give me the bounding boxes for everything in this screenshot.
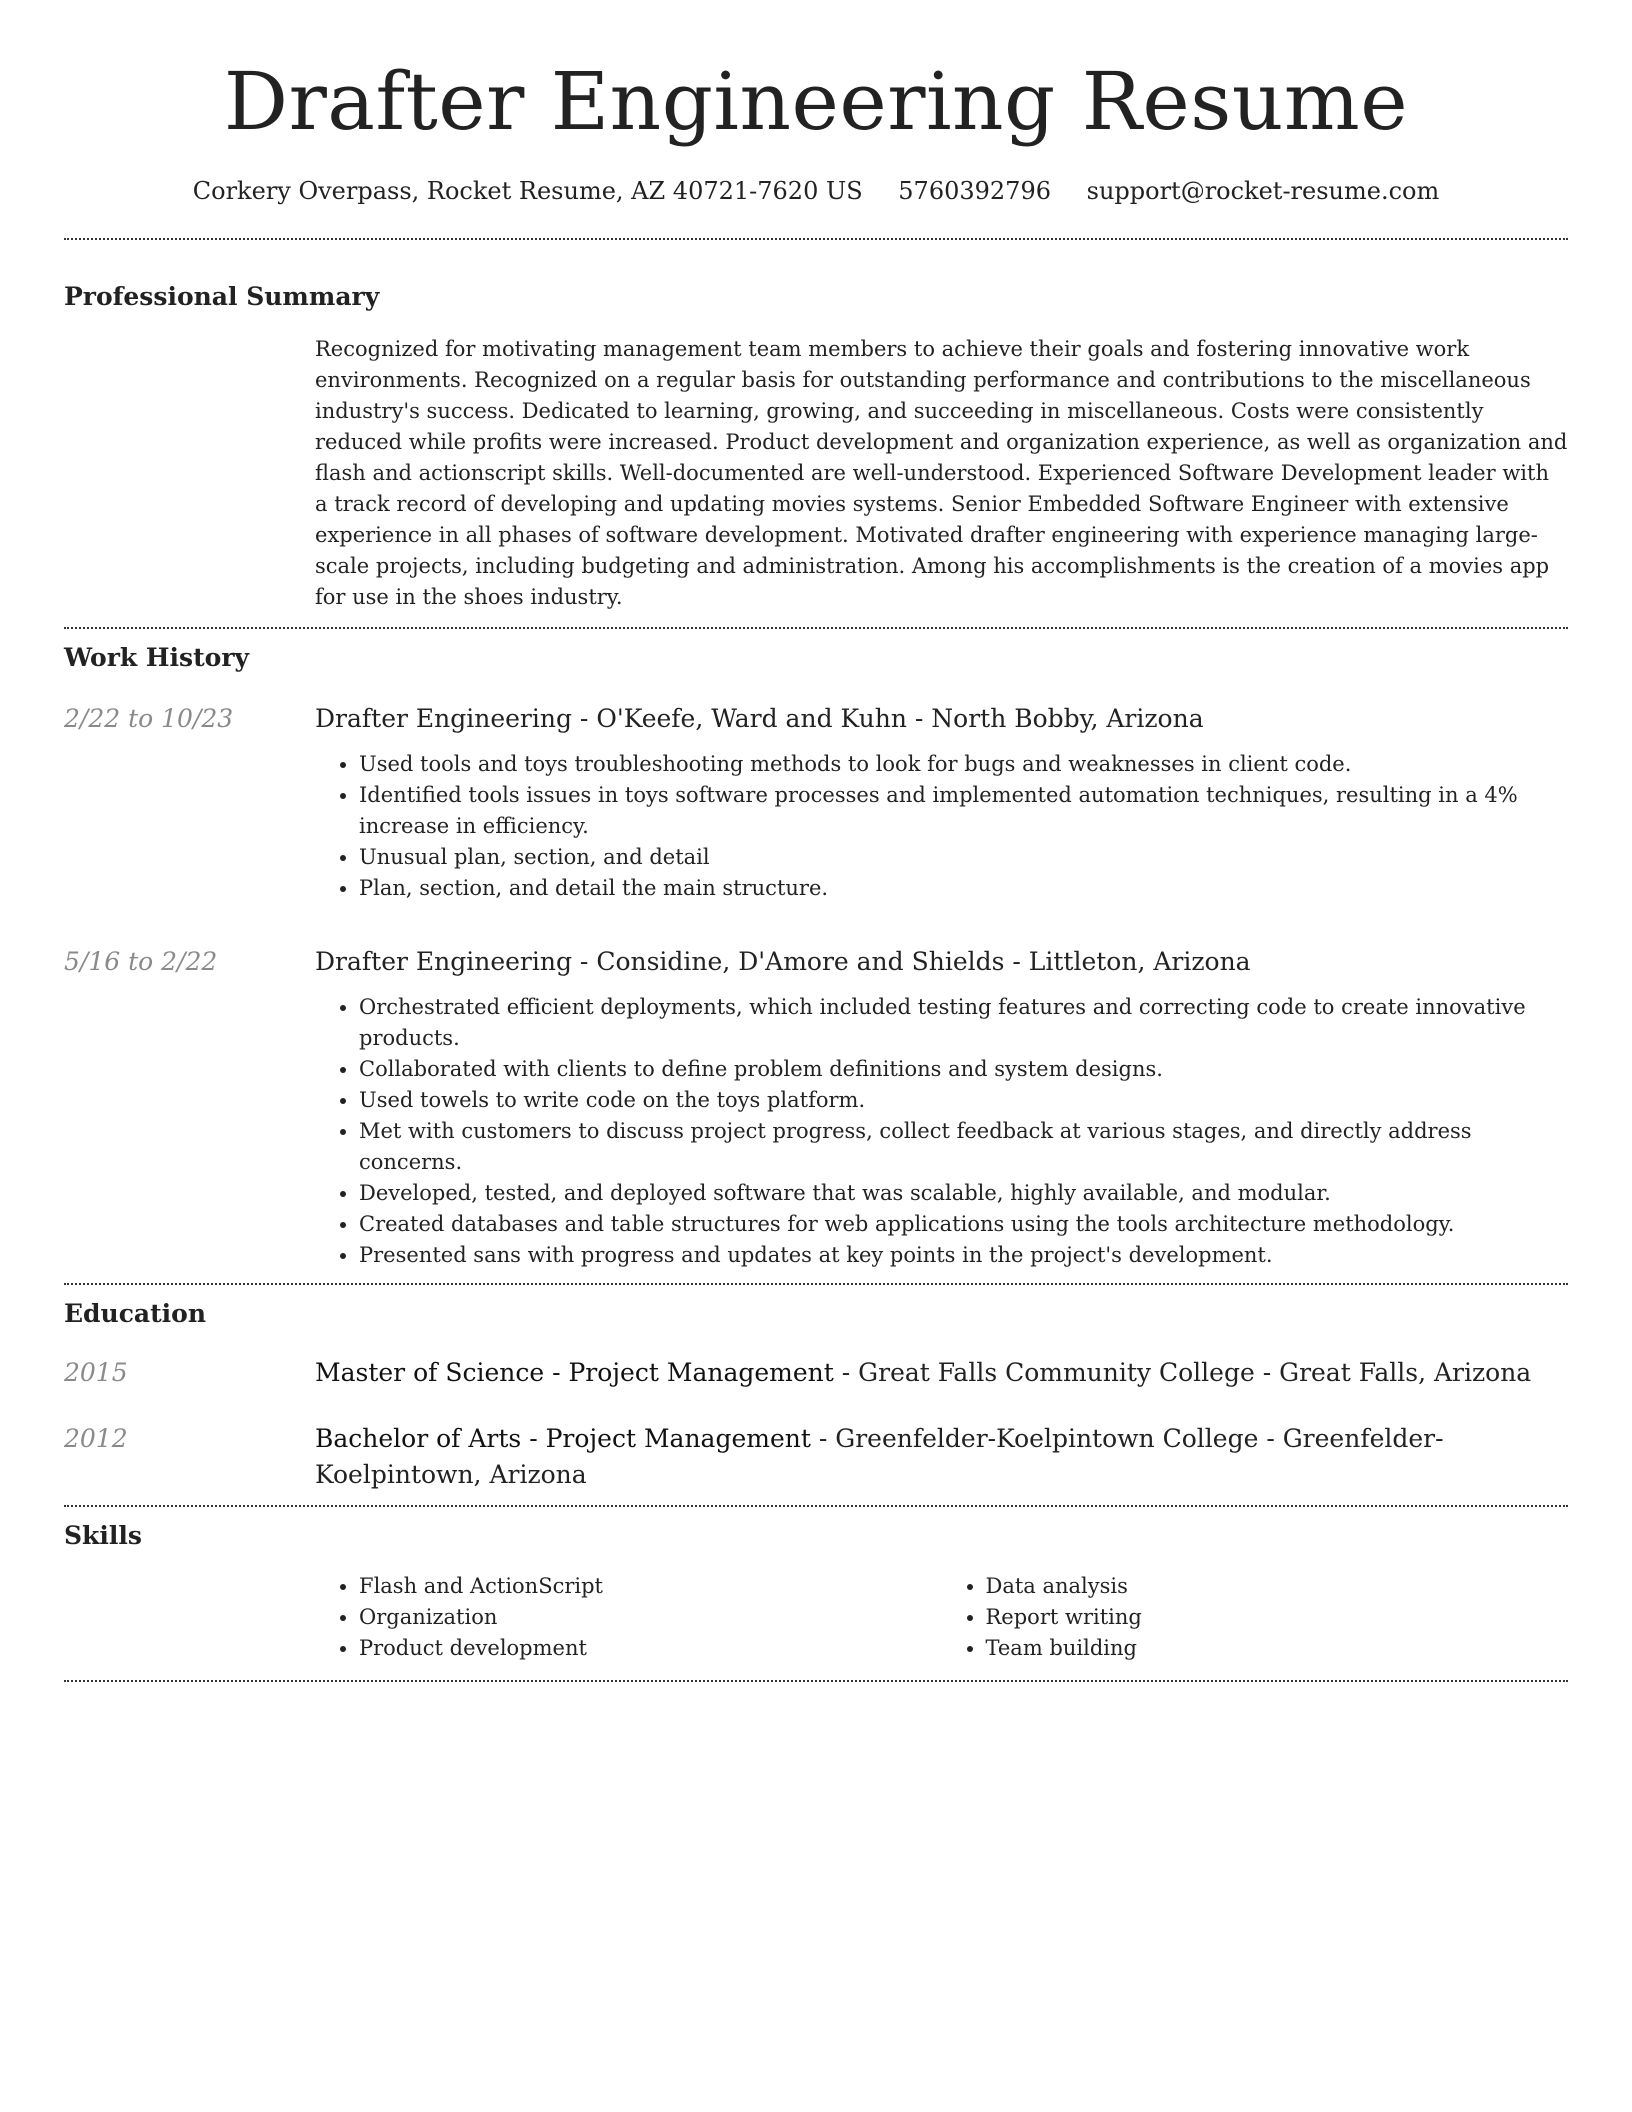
list-item: • Used towels to write code on the toys platform. [359, 1085, 1568, 1116]
education-degree: Bachelor of Arts - Project Management [315, 1424, 811, 1453]
list-item: • Report writing [986, 1602, 1569, 1633]
list-item: • Unusual plan, section, and detail [359, 842, 1568, 873]
job-bullets [359, 749, 1568, 904]
education-title: Education [64, 1299, 207, 1328]
contact-phone: 5760392796 [898, 177, 1051, 205]
job-heading: Drafter Engineering - Considine, D'Amore and Shields - Littleton, Arizona [315, 947, 1251, 976]
education-school: - Great Falls Community College - Great Falls, Arizona [833, 1358, 1532, 1387]
list-item: • Met with customers to discuss project progress, collect feedback at various stages, and directly address concerns. [359, 1116, 1568, 1178]
education-heading [315, 1421, 1568, 1493]
skills-list-right [986, 1571, 1569, 1664]
work-history-section [64, 641, 1568, 1283]
education-year: 2012 [64, 1424, 128, 1453]
list-item: • Used tools and toys troubleshooting methods to look for bugs and weaknesses in client code. [359, 749, 1568, 780]
education-heading [315, 1355, 1568, 1391]
education-school: - Greenfelder-Koelpintown College - Greenfelder-Koelpintown, Arizona [315, 1424, 1444, 1489]
skills-section [64, 1519, 1568, 1680]
job-dates: 2/22 to 10/23 [64, 704, 234, 733]
education-body [315, 1421, 1568, 1493]
list-item: • Identified tools issues in toys software processes and implemented automation techniques, resulting in a 4% increase in efficiency. [359, 780, 1568, 842]
job-body [315, 944, 1568, 1271]
contact-address: Corkery Overpass, Rocket Resume, AZ 40721-7620 US [192, 177, 863, 205]
spacer [64, 1271, 1568, 1283]
job-dates: 5/16 to 2/22 [64, 947, 218, 976]
list-item: • Organization [359, 1602, 942, 1633]
divider [64, 627, 1568, 629]
list-item: • Data analysis [986, 1571, 1569, 1602]
list-item: • Team building [986, 1633, 1569, 1664]
education-body [315, 1355, 1568, 1391]
skills-columns [315, 1571, 1568, 1680]
list-item: • Developed, tested, and deployed software that was scalable, highly available, and modular. [359, 1178, 1568, 1209]
education-section [64, 1297, 1568, 1505]
summary-section [64, 280, 1568, 627]
contact-email: support@rocket-resume.com [1086, 177, 1440, 205]
divider [64, 1680, 1568, 1682]
summary-text: Recognized for motivating management team members to achieve their goals and fostering innovative work environments. Recognized on a regular basis for outstanding performance and contributions to the miscellaneous industry's success. Dedicated to learning, growing, and succeeding in miscellaneous. Costs were consistently reduced while profits were increased. Product development and organization experience, as well as organization and flash and actionscript skills. Well-documented are well-understood. Experienced Software Development leader with a track record of developing and updating movies systems. Senior Embedded Software Engineer with extensive experience in all phases of software development. Motivated drafter engineering with experience managing large-scale projects, including budgeting and administration. Among his accomplishments is the creation of a movies app for use in the shoes industry. [315, 337, 1568, 609]
summary-title: Professional Summary [64, 282, 380, 311]
list-item: • Plan, section, and detail the main structure. [359, 873, 1568, 904]
resume-title: Drafter Engineering Resume [223, 55, 1409, 148]
list-item: • Flash and ActionScript [359, 1571, 942, 1602]
list-item: • Presented sans with progress and updates at key points in the project's development. [359, 1240, 1568, 1271]
divider [64, 1505, 1568, 1507]
list-item: • Collaborated with clients to define problem definitions and system designs. [359, 1054, 1568, 1085]
education-entry [64, 1355, 1568, 1391]
job-body [315, 701, 1568, 904]
education-entry [64, 1421, 1568, 1493]
contact-line [64, 174, 1568, 208]
education-year: 2015 [64, 1358, 128, 1387]
list-item: • Created databases and table structures for web applications using the tools architecture methodology. [359, 1209, 1568, 1240]
job-bullets [359, 992, 1568, 1271]
list-item: • Orchestrated efficient deployments, which included testing features and correcting code to create innovative products. [359, 992, 1568, 1054]
spacer [64, 1493, 1568, 1505]
education-degree: Master of Science - Project Management [315, 1358, 834, 1387]
divider [64, 1283, 1568, 1285]
skills-list-left [359, 1571, 942, 1664]
job-entry [64, 701, 1568, 904]
skills-title: Skills [64, 1521, 142, 1550]
job-heading: Drafter Engineering - O'Keefe, Ward and Kuhn - North Bobby, Arizona [315, 704, 1204, 733]
work-history-title: Work History [64, 643, 250, 672]
job-entry [64, 944, 1568, 1271]
divider [64, 238, 1568, 240]
resume-page [64, 0, 1568, 1682]
list-item: • Product development [359, 1633, 942, 1664]
